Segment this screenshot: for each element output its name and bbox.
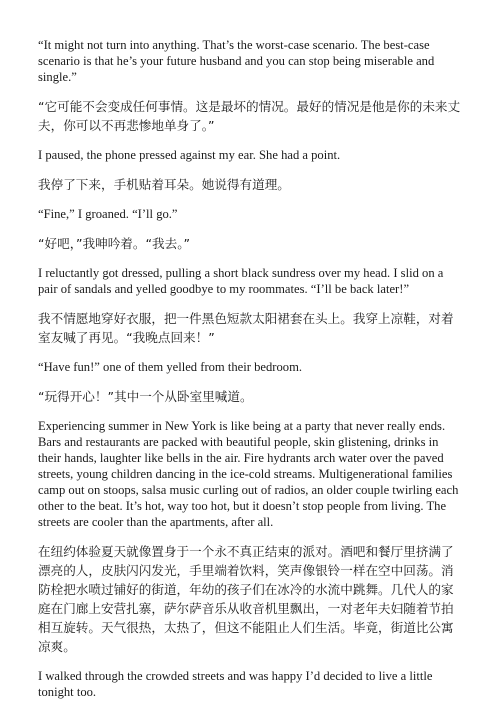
paragraph-en-4: I reluctantly got dressed, pulling a short black sundress over my head. I slid on a pair of sandals and yelled goodbye to my roommates. “I’ll be back later!”: [38, 266, 444, 296]
paragraph-zh-2: 我停了下来，手机贴着耳朵。她说得有道理。: [38, 177, 290, 192]
paragraph-zh-6: 在纽约体验夏天就像置身于一个永不真正结束的派对。酒吧和餐厅里挤满了漂亮的人，皮肤闪闪发光，手里端着饮料，笑声像银铃一样在空中回荡。消防栓把水喷过铺好的街道，年幼的孩子们在冰冷的水流中跳舞。几代人的家庭在门廊上安营扎寨，萨尔萨音乐从收音机里飘出，一对老年夫妇随着节拍相互旋转。天气很热，太热了，但这不能阻止人们生活。毕竟，街道比公寓凉爽。: [38, 544, 454, 654]
paragraph-en-2: I paused, the phone pressed against my ear. She had a point.: [38, 148, 341, 162]
paragraph-en-3: “Fine,” I groaned. “I’ll go.”: [38, 207, 178, 221]
paragraph-en-6: Experiencing summer in New York is like being at a party that never really ends. Bars and restaurants are packed with beautiful people, skin glistening, drinks in their hands, laughter like bells in the air. Fire hydrants arch water over the paved streets, young children dancing in the ice-cold streams. Multigenerational families camp out on stoops, salsa music curling out of radios, an older couple twirling each other to the beat. It’s hot, way too hot, but it doesn’t stop people from living. The streets are cooler than the apartments, after all.: [38, 419, 459, 529]
paragraph-en-7: I walked through the crowded streets and was happy I’d decided to live a little tonight too.: [38, 669, 433, 699]
paragraph-zh-5: “玩得开心！”其中一个从卧室里喊道。: [38, 389, 253, 404]
paragraph-zh-4: 我不情愿地穿好衣服，把一件黑色短款太阳裙套在头上。我穿上凉鞋，对着室友喊了再见。“我晚点回来！”: [38, 311, 454, 345]
document-page: [38, 37, 463, 712]
paragraph-en-1: “It might not turn into anything. That’s the worst-case scenario. The best-case scenario is that he’s your future husband and you can stop being miserable and single.”: [38, 38, 435, 84]
paragraph-zh-3: “好吧，”我呻吟着。“我去。”: [38, 236, 191, 251]
paragraph-en-5: “Have fun!” one of them yelled from their bedroom.: [38, 360, 303, 374]
paragraph-zh-1: “它可能不会变成任何事情。这是最坏的情况。最好的情况是他是你的未来丈夫，你可以不再悲惨地单身了。”: [38, 99, 461, 133]
